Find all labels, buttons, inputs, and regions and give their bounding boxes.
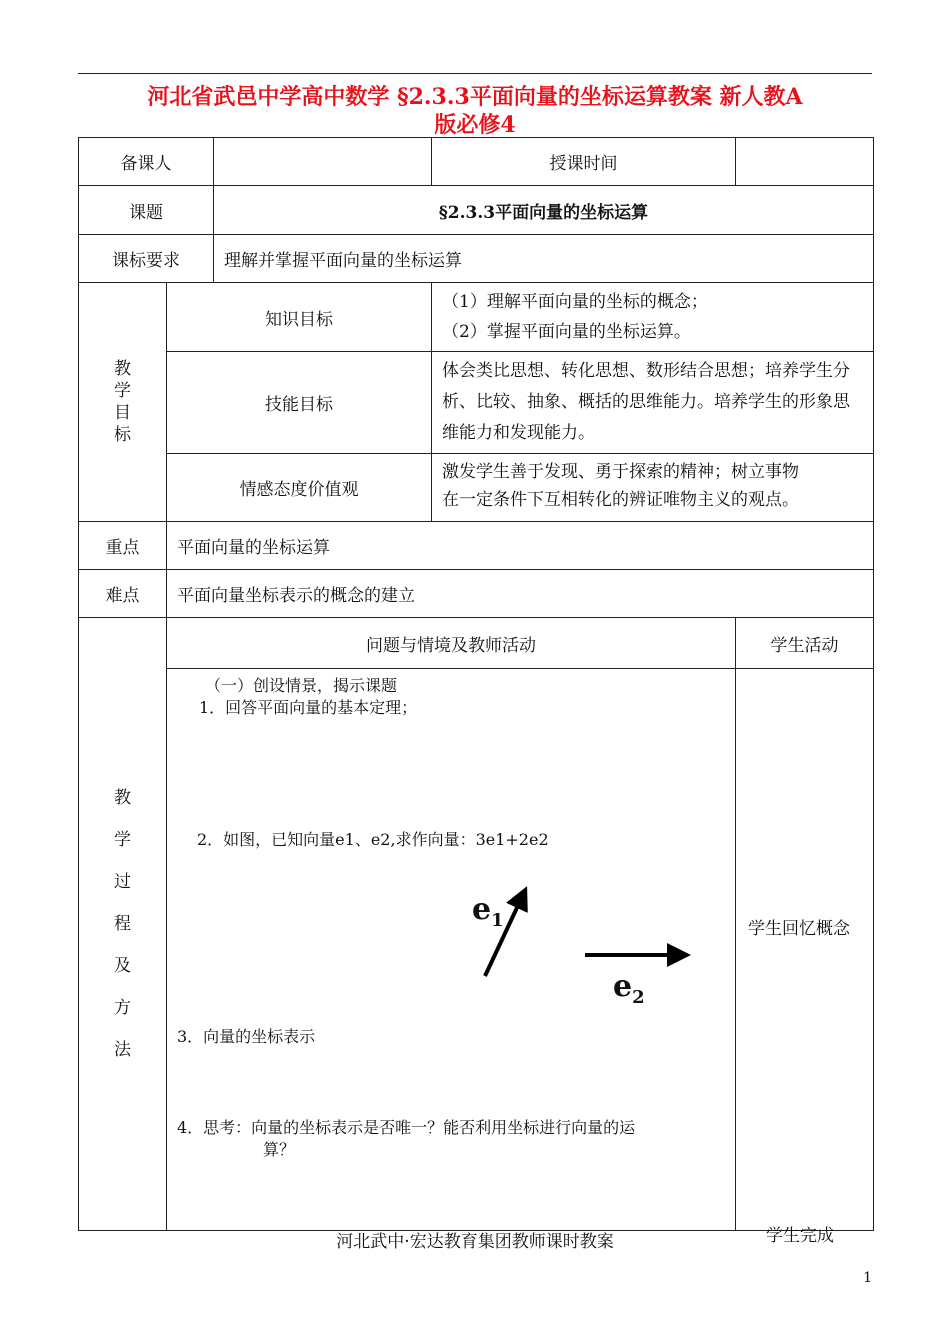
row-emotion xyxy=(79,454,874,522)
question-3: 3．向量的坐标表示 xyxy=(177,1027,316,1046)
vector-diagram xyxy=(457,869,757,1009)
standard-value: 理解并掌握平面向量的坐标运算 xyxy=(214,235,874,283)
skill-label: 技能目标 xyxy=(167,352,432,454)
student-activity-cell xyxy=(736,669,874,1246)
question-4-line1: 4．思考：向量的坐标表示是否唯一？能否利用坐标进行向量的运 xyxy=(177,1118,636,1137)
time-label: 授课时间 xyxy=(432,138,736,186)
difficulty-value: 平面向量坐标表示的概念的建立 xyxy=(167,570,874,618)
student-activity-1: 学生回忆概念 xyxy=(748,919,850,939)
row-difficulty xyxy=(79,570,874,618)
teacher-activity-cell xyxy=(167,669,736,1231)
knowledge-label: 知识目标 xyxy=(167,283,432,352)
topic-value: §2.3.3平面向量的坐标运算 xyxy=(214,186,874,235)
student-activity-2: 学生完成 xyxy=(766,1226,834,1246)
question-2: 2．如图，已知向量e1、e2,求作向量：3e1+2e2 xyxy=(197,830,549,849)
emotion-label: 情感态度价值观 xyxy=(167,454,432,522)
vector-e2-label: $e_2$ xyxy=(613,969,645,1008)
row-process-header xyxy=(79,618,874,669)
page-number: 1 xyxy=(863,1270,872,1286)
key-label: 重点 xyxy=(79,522,167,570)
process-label: 教 学 过 程 及 方 法 xyxy=(79,618,167,1231)
topic-label: 课题 xyxy=(79,186,214,235)
difficulty-label: 难点 xyxy=(79,570,167,618)
goals-label: 教 学 目 标 xyxy=(79,283,167,522)
vector-e1-label: $e_1$ xyxy=(472,892,504,931)
emotion-text: 激发学生善于发现、勇于探索的精神；树立事物 在一定条件下互相转化的辨证唯物主义的观点。 xyxy=(432,454,874,522)
knowledge-text: （1）理解平面向量的坐标的概念； （2）掌握平面向量的坐标运算。 xyxy=(432,283,874,352)
row-knowledge xyxy=(79,283,874,352)
row-standard xyxy=(79,235,874,283)
preparer-value xyxy=(214,138,432,186)
skill-text: 体会类比思想、转化思想、数形结合思想；培养学生分析、比较、抽象、概括的思维能力。培养学生的形象思维能力和发现能力。 xyxy=(432,352,874,454)
question-1: 1．回答平面向量的基本定理； xyxy=(199,698,418,717)
row-key xyxy=(79,522,874,570)
row-preparer xyxy=(79,138,874,186)
student-column-header: 学生活动 xyxy=(736,618,874,669)
time-value xyxy=(736,138,874,186)
row-topic xyxy=(79,186,874,235)
question-4-line2: 算？ xyxy=(263,1140,296,1159)
key-value: 平面向量的坐标运算 xyxy=(167,522,874,570)
standard-label: 课标要求 xyxy=(79,235,214,283)
teacher-column-header: 问题与情境及教师活动 xyxy=(167,618,736,669)
top-rule xyxy=(78,73,872,74)
section-intro: （一）创设情景，揭示课题 xyxy=(205,676,398,695)
page-title-line1: 河北省武邑中学高中数学 §2.3.3平面向量的坐标运算教案 新人教A xyxy=(147,84,803,110)
preparer-label: 备课人 xyxy=(79,138,214,186)
page-title-line2: 版必修4 xyxy=(434,112,516,138)
row-process-body xyxy=(79,669,874,1231)
row-skill xyxy=(79,352,874,454)
footer-text: 河北武中·宏达教育集团教师课时教案 xyxy=(336,1232,614,1252)
